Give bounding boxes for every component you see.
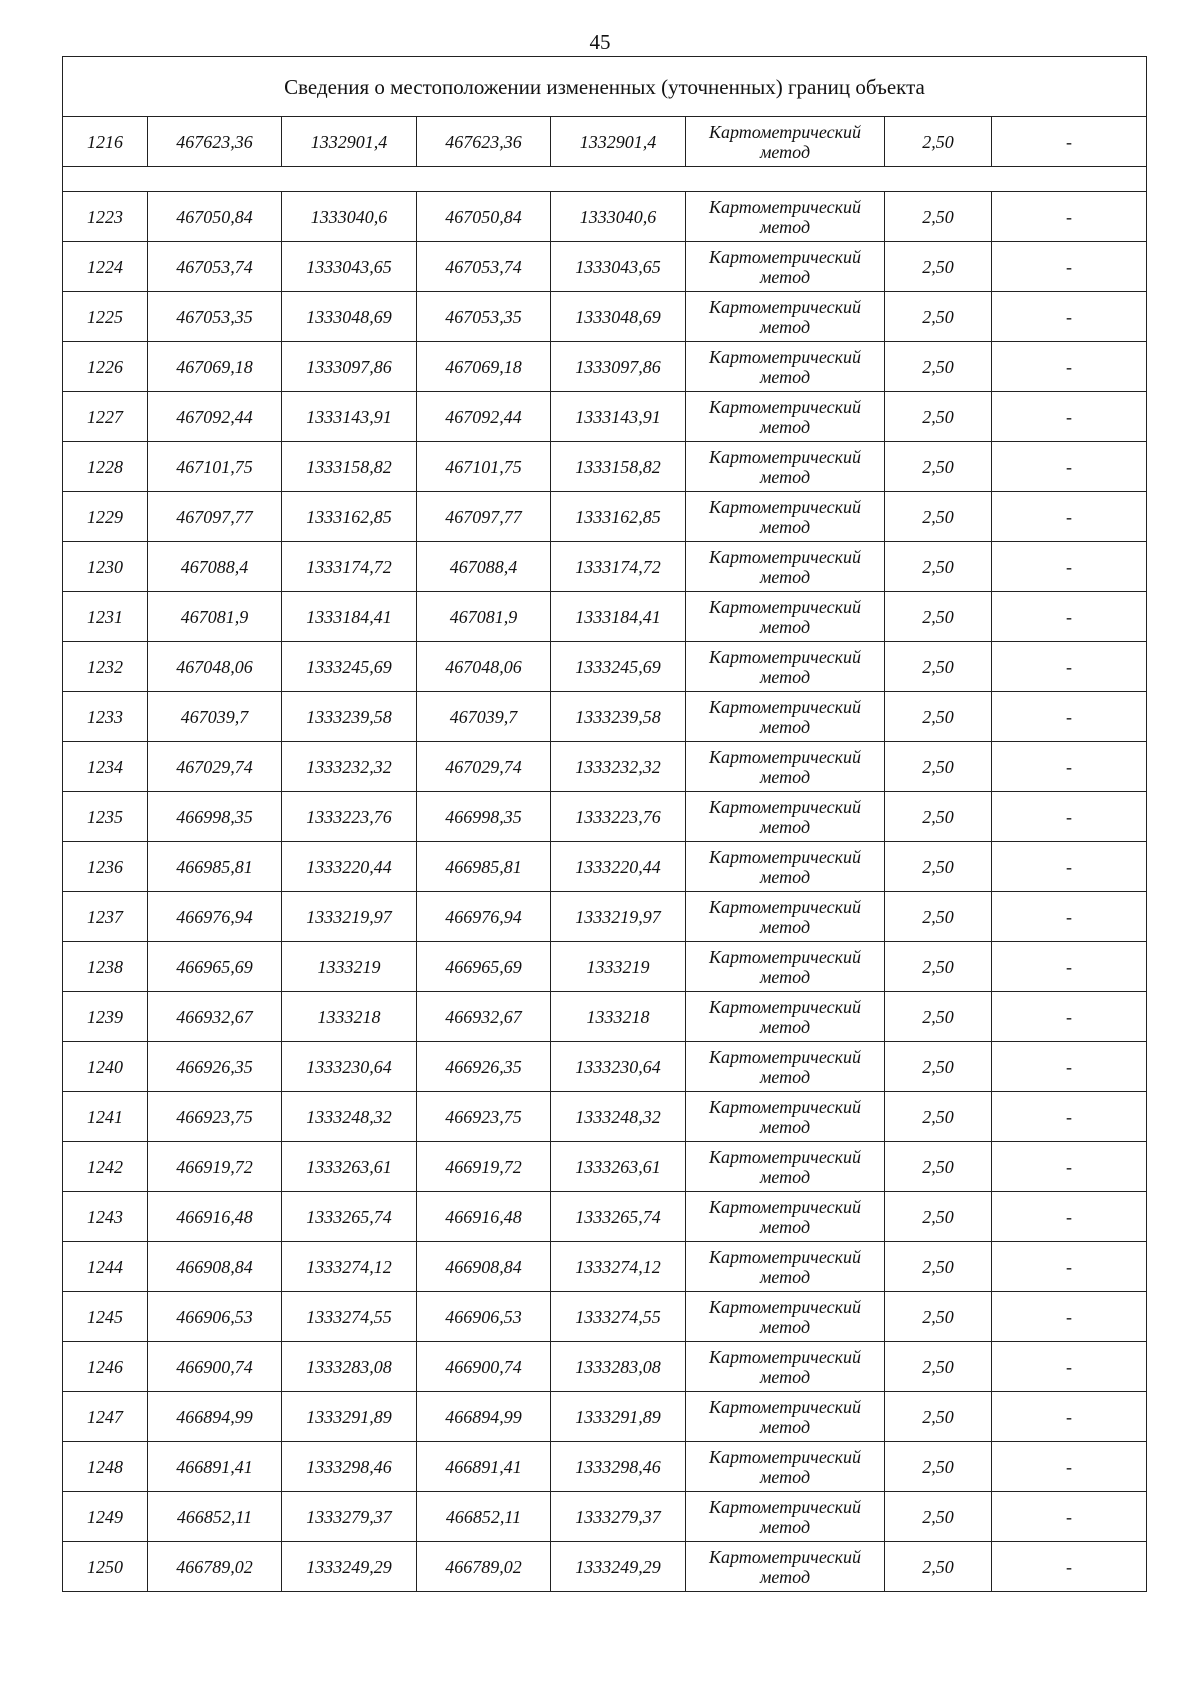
method-cell: Картометрический метод	[686, 542, 885, 592]
y-new-cell: 1333263,61	[551, 1142, 686, 1192]
table-row	[63, 242, 1147, 292]
point-number-cell: 1250	[63, 1542, 148, 1592]
x-existing-cell: 467069,18	[148, 342, 282, 392]
x-new-cell: 466916,48	[417, 1192, 551, 1242]
precision-cell: 2,50	[885, 1192, 992, 1242]
point-number-cell: 1248	[63, 1442, 148, 1492]
x-existing-cell: 467623,36	[148, 117, 282, 167]
table-row	[63, 292, 1147, 342]
point-number-cell: 1226	[63, 342, 148, 392]
precision-cell: 2,50	[885, 842, 992, 892]
table-row	[63, 1442, 1147, 1492]
point-number-cell: 1241	[63, 1092, 148, 1142]
point-number-cell: 1238	[63, 942, 148, 992]
description-cell: -	[992, 392, 1147, 442]
y-new-cell: 1333283,08	[551, 1342, 686, 1392]
point-number-cell: 1242	[63, 1142, 148, 1192]
description-cell: -	[992, 492, 1147, 542]
table-row	[63, 492, 1147, 542]
y-existing-cell: 1333174,72	[282, 542, 417, 592]
method-cell: Картометрический метод	[686, 1192, 885, 1242]
y-existing-cell: 1333249,29	[282, 1542, 417, 1592]
point-number-cell: 1249	[63, 1492, 148, 1542]
x-new-cell: 467053,35	[417, 292, 551, 342]
y-existing-cell: 1333158,82	[282, 442, 417, 492]
table-row	[63, 342, 1147, 392]
y-existing-cell: 1333162,85	[282, 492, 417, 542]
point-number-cell: 1232	[63, 642, 148, 692]
y-new-cell: 1332901,4	[551, 117, 686, 167]
precision-cell: 2,50	[885, 1142, 992, 1192]
x-new-cell: 466789,02	[417, 1542, 551, 1592]
x-existing-cell: 467101,75	[148, 442, 282, 492]
y-new-cell: 1333162,85	[551, 492, 686, 542]
y-existing-cell: 1333040,6	[282, 192, 417, 242]
x-existing-cell: 467048,06	[148, 642, 282, 692]
precision-cell: 2,50	[885, 1492, 992, 1542]
x-existing-cell: 466998,35	[148, 792, 282, 842]
method-cell: Картометрический метод	[686, 992, 885, 1042]
method-cell: Картометрический метод	[686, 1392, 885, 1442]
point-number-cell: 1224	[63, 242, 148, 292]
description-cell: -	[992, 1042, 1147, 1092]
table-row	[63, 1292, 1147, 1342]
x-new-cell: 467092,44	[417, 392, 551, 442]
y-new-cell: 1333097,86	[551, 342, 686, 392]
table-row	[63, 1142, 1147, 1192]
coordinates-table	[62, 56, 1147, 1592]
description-cell: -	[992, 842, 1147, 892]
table-title-row	[63, 57, 1147, 117]
precision-cell: 2,50	[885, 942, 992, 992]
y-existing-cell: 1333218	[282, 992, 417, 1042]
y-existing-cell: 1333283,08	[282, 1342, 417, 1392]
y-new-cell: 1333249,29	[551, 1542, 686, 1592]
method-cell: Картометрический метод	[686, 692, 885, 742]
table-row	[63, 442, 1147, 492]
method-cell: Картометрический метод	[686, 942, 885, 992]
table-row	[63, 792, 1147, 842]
method-cell: Картометрический метод	[686, 892, 885, 942]
x-existing-cell: 467029,74	[148, 742, 282, 792]
precision-cell: 2,50	[885, 192, 992, 242]
x-new-cell: 466908,84	[417, 1242, 551, 1292]
precision-cell: 2,50	[885, 1242, 992, 1292]
point-number-cell: 1235	[63, 792, 148, 842]
y-existing-cell: 1333274,55	[282, 1292, 417, 1342]
y-new-cell: 1333239,58	[551, 692, 686, 742]
y-existing-cell: 1333291,89	[282, 1392, 417, 1442]
x-existing-cell: 467081,9	[148, 592, 282, 642]
precision-cell: 2,50	[885, 542, 992, 592]
y-new-cell: 1333298,46	[551, 1442, 686, 1492]
x-new-cell: 466985,81	[417, 842, 551, 892]
table-row	[63, 392, 1147, 442]
method-cell: Картометрический метод	[686, 1542, 885, 1592]
y-new-cell: 1333219,97	[551, 892, 686, 942]
y-existing-cell: 1333274,12	[282, 1242, 417, 1292]
method-cell: Картометрический метод	[686, 1492, 885, 1542]
method-cell: Картометрический метод	[686, 117, 885, 167]
description-cell: -	[992, 1492, 1147, 1542]
y-new-cell: 1333245,69	[551, 642, 686, 692]
method-cell: Картометрический метод	[686, 1342, 885, 1392]
y-existing-cell: 1333279,37	[282, 1492, 417, 1542]
page-number: 45	[589, 30, 611, 54]
x-existing-cell: 466906,53	[148, 1292, 282, 1342]
precision-cell: 2,50	[885, 1042, 992, 1092]
point-number-cell: 1231	[63, 592, 148, 642]
method-cell: Картометрический метод	[686, 1242, 885, 1292]
y-existing-cell: 1333220,44	[282, 842, 417, 892]
point-number-cell: 1240	[63, 1042, 148, 1092]
y-existing-cell: 1332901,4	[282, 117, 417, 167]
description-cell: -	[992, 1392, 1147, 1442]
y-new-cell: 1333274,55	[551, 1292, 686, 1342]
x-existing-cell: 466789,02	[148, 1542, 282, 1592]
table-row	[63, 642, 1147, 692]
method-cell: Картометрический метод	[686, 642, 885, 692]
description-cell: -	[992, 942, 1147, 992]
table-row	[63, 1392, 1147, 1442]
description-cell: -	[992, 892, 1147, 942]
x-new-cell: 466919,72	[417, 1142, 551, 1192]
x-existing-cell: 466965,69	[148, 942, 282, 992]
table-row	[63, 1242, 1147, 1292]
table-row	[63, 192, 1147, 242]
x-new-cell: 466998,35	[417, 792, 551, 842]
y-existing-cell: 1333248,32	[282, 1092, 417, 1142]
x-new-cell: 466965,69	[417, 942, 551, 992]
x-new-cell: 466926,35	[417, 1042, 551, 1092]
y-new-cell: 1333184,41	[551, 592, 686, 642]
point-number-cell: 1223	[63, 192, 148, 242]
method-cell: Картометрический метод	[686, 242, 885, 292]
y-existing-cell: 1333263,61	[282, 1142, 417, 1192]
point-number-cell: 1229	[63, 492, 148, 542]
description-cell: -	[992, 1092, 1147, 1142]
description-cell: -	[992, 1142, 1147, 1192]
table-row	[63, 892, 1147, 942]
x-new-cell: 467088,4	[417, 542, 551, 592]
method-cell: Картометрический метод	[686, 192, 885, 242]
point-number-cell: 1247	[63, 1392, 148, 1442]
y-existing-cell: 1333048,69	[282, 292, 417, 342]
x-new-cell: 467069,18	[417, 342, 551, 392]
description-cell: -	[992, 692, 1147, 742]
x-new-cell: 466976,94	[417, 892, 551, 942]
x-new-cell: 467050,84	[417, 192, 551, 242]
description-cell: -	[992, 1292, 1147, 1342]
x-new-cell: 466891,41	[417, 1442, 551, 1492]
table-row	[63, 1092, 1147, 1142]
x-new-cell: 466932,67	[417, 992, 551, 1042]
precision-cell: 2,50	[885, 1392, 992, 1442]
x-existing-cell: 466900,74	[148, 1342, 282, 1392]
table-row	[63, 942, 1147, 992]
y-new-cell: 1333143,91	[551, 392, 686, 442]
x-existing-cell: 466932,67	[148, 992, 282, 1042]
method-cell: Картометрический метод	[686, 842, 885, 892]
point-number-cell: 1237	[63, 892, 148, 942]
table-row	[63, 992, 1147, 1042]
point-number-cell: 1239	[63, 992, 148, 1042]
x-existing-cell: 467050,84	[148, 192, 282, 242]
description-cell: -	[992, 1542, 1147, 1592]
method-cell: Картометрический метод	[686, 392, 885, 442]
y-new-cell: 1333220,44	[551, 842, 686, 892]
y-new-cell: 1333043,65	[551, 242, 686, 292]
table-title: Сведения о местоположении измененных (уточненных) границ объекта	[63, 57, 1147, 117]
y-new-cell: 1333223,76	[551, 792, 686, 842]
method-cell: Картометрический метод	[686, 1442, 885, 1492]
y-new-cell: 1333219	[551, 942, 686, 992]
description-cell: -	[992, 342, 1147, 392]
table-row	[63, 592, 1147, 642]
y-new-cell: 1333232,32	[551, 742, 686, 792]
x-existing-cell: 467097,77	[148, 492, 282, 542]
description-cell: -	[992, 542, 1147, 592]
x-new-cell: 467101,75	[417, 442, 551, 492]
description-cell: -	[992, 117, 1147, 167]
x-new-cell: 466852,11	[417, 1492, 551, 1542]
y-new-cell: 1333040,6	[551, 192, 686, 242]
empty-cell	[63, 167, 1147, 192]
y-new-cell: 1333230,64	[551, 1042, 686, 1092]
x-existing-cell: 467088,4	[148, 542, 282, 592]
table-row	[63, 1192, 1147, 1242]
point-number-cell: 1230	[63, 542, 148, 592]
method-cell: Картометрический метод	[686, 592, 885, 642]
y-new-cell: 1333048,69	[551, 292, 686, 342]
method-cell: Картометрический метод	[686, 1042, 885, 1092]
y-new-cell: 1333279,37	[551, 1492, 686, 1542]
x-new-cell: 467039,7	[417, 692, 551, 742]
precision-cell: 2,50	[885, 742, 992, 792]
x-new-cell: 466906,53	[417, 1292, 551, 1342]
x-new-cell: 467029,74	[417, 742, 551, 792]
x-new-cell: 467623,36	[417, 117, 551, 167]
description-cell: -	[992, 1442, 1147, 1492]
precision-cell: 2,50	[885, 117, 992, 167]
x-existing-cell: 467092,44	[148, 392, 282, 442]
method-cell: Картометрический метод	[686, 1142, 885, 1192]
y-new-cell: 1333218	[551, 992, 686, 1042]
table-row	[63, 1042, 1147, 1092]
y-existing-cell: 1333184,41	[282, 592, 417, 642]
description-cell: -	[992, 1342, 1147, 1392]
precision-cell: 2,50	[885, 342, 992, 392]
y-existing-cell: 1333219	[282, 942, 417, 992]
table-row	[63, 542, 1147, 592]
description-cell: -	[992, 992, 1147, 1042]
x-new-cell: 467097,77	[417, 492, 551, 542]
x-new-cell: 466900,74	[417, 1342, 551, 1392]
description-cell: -	[992, 742, 1147, 792]
precision-cell: 2,50	[885, 242, 992, 292]
x-existing-cell: 466976,94	[148, 892, 282, 942]
y-existing-cell: 1333239,58	[282, 692, 417, 742]
description-cell: -	[992, 1192, 1147, 1242]
description-cell: -	[992, 592, 1147, 642]
x-existing-cell: 466926,35	[148, 1042, 282, 1092]
x-existing-cell: 466985,81	[148, 842, 282, 892]
precision-cell: 2,50	[885, 992, 992, 1042]
description-cell: -	[992, 792, 1147, 842]
method-cell: Картометрический метод	[686, 442, 885, 492]
point-number-cell: 1228	[63, 442, 148, 492]
precision-cell: 2,50	[885, 292, 992, 342]
x-new-cell: 466923,75	[417, 1092, 551, 1142]
point-number-cell: 1245	[63, 1292, 148, 1342]
table-gap-row	[63, 167, 1147, 192]
x-existing-cell: 466919,72	[148, 1142, 282, 1192]
precision-cell: 2,50	[885, 892, 992, 942]
y-new-cell: 1333274,12	[551, 1242, 686, 1292]
precision-cell: 2,50	[885, 792, 992, 842]
x-existing-cell: 466894,99	[148, 1392, 282, 1442]
method-cell: Картометрический метод	[686, 1092, 885, 1142]
x-new-cell: 466894,99	[417, 1392, 551, 1442]
x-existing-cell: 466923,75	[148, 1092, 282, 1142]
precision-cell: 2,50	[885, 592, 992, 642]
y-existing-cell: 1333298,46	[282, 1442, 417, 1492]
table-row	[63, 692, 1147, 742]
table-row	[63, 742, 1147, 792]
point-number-cell: 1244	[63, 1242, 148, 1292]
method-cell: Картометрический метод	[686, 742, 885, 792]
table-row	[63, 1492, 1147, 1542]
x-new-cell: 467081,9	[417, 592, 551, 642]
x-existing-cell: 467053,35	[148, 292, 282, 342]
y-existing-cell: 1333043,65	[282, 242, 417, 292]
method-cell: Картометрический метод	[686, 342, 885, 392]
x-existing-cell: 467053,74	[148, 242, 282, 292]
x-existing-cell: 466852,11	[148, 1492, 282, 1542]
y-existing-cell: 1333223,76	[282, 792, 417, 842]
y-existing-cell: 1333143,91	[282, 392, 417, 442]
precision-cell: 2,50	[885, 392, 992, 442]
x-new-cell: 467053,74	[417, 242, 551, 292]
table-row	[63, 1542, 1147, 1592]
point-number-cell: 1233	[63, 692, 148, 742]
point-number-cell: 1225	[63, 292, 148, 342]
x-existing-cell: 466891,41	[148, 1442, 282, 1492]
point-number-cell: 1216	[63, 117, 148, 167]
y-existing-cell: 1333232,32	[282, 742, 417, 792]
precision-cell: 2,50	[885, 1092, 992, 1142]
description-cell: -	[992, 642, 1147, 692]
y-new-cell: 1333174,72	[551, 542, 686, 592]
precision-cell: 2,50	[885, 1342, 992, 1392]
precision-cell: 2,50	[885, 642, 992, 692]
point-number-cell: 1243	[63, 1192, 148, 1242]
precision-cell: 2,50	[885, 1442, 992, 1492]
method-cell: Картометрический метод	[686, 792, 885, 842]
precision-cell: 2,50	[885, 692, 992, 742]
precision-cell: 2,50	[885, 1292, 992, 1342]
y-new-cell: 1333265,74	[551, 1192, 686, 1242]
description-cell: -	[992, 1242, 1147, 1292]
y-existing-cell: 1333265,74	[282, 1192, 417, 1242]
description-cell: -	[992, 192, 1147, 242]
precision-cell: 2,50	[885, 492, 992, 542]
description-cell: -	[992, 292, 1147, 342]
point-number-cell: 1234	[63, 742, 148, 792]
y-new-cell: 1333248,32	[551, 1092, 686, 1142]
table-row	[63, 117, 1147, 167]
x-new-cell: 467048,06	[417, 642, 551, 692]
x-existing-cell: 466908,84	[148, 1242, 282, 1292]
point-number-cell: 1227	[63, 392, 148, 442]
y-new-cell: 1333158,82	[551, 442, 686, 492]
table-row	[63, 842, 1147, 892]
y-existing-cell: 1333219,97	[282, 892, 417, 942]
y-existing-cell: 1333097,86	[282, 342, 417, 392]
x-existing-cell: 467039,7	[148, 692, 282, 742]
y-existing-cell: 1333245,69	[282, 642, 417, 692]
precision-cell: 2,50	[885, 1542, 992, 1592]
point-number-cell: 1246	[63, 1342, 148, 1392]
method-cell: Картометрический метод	[686, 1292, 885, 1342]
precision-cell: 2,50	[885, 442, 992, 492]
method-cell: Картометрический метод	[686, 492, 885, 542]
y-new-cell: 1333291,89	[551, 1392, 686, 1442]
description-cell: -	[992, 242, 1147, 292]
x-existing-cell: 466916,48	[148, 1192, 282, 1242]
method-cell: Картометрический метод	[686, 292, 885, 342]
point-number-cell: 1236	[63, 842, 148, 892]
description-cell: -	[992, 442, 1147, 492]
y-existing-cell: 1333230,64	[282, 1042, 417, 1092]
table-row	[63, 1342, 1147, 1392]
